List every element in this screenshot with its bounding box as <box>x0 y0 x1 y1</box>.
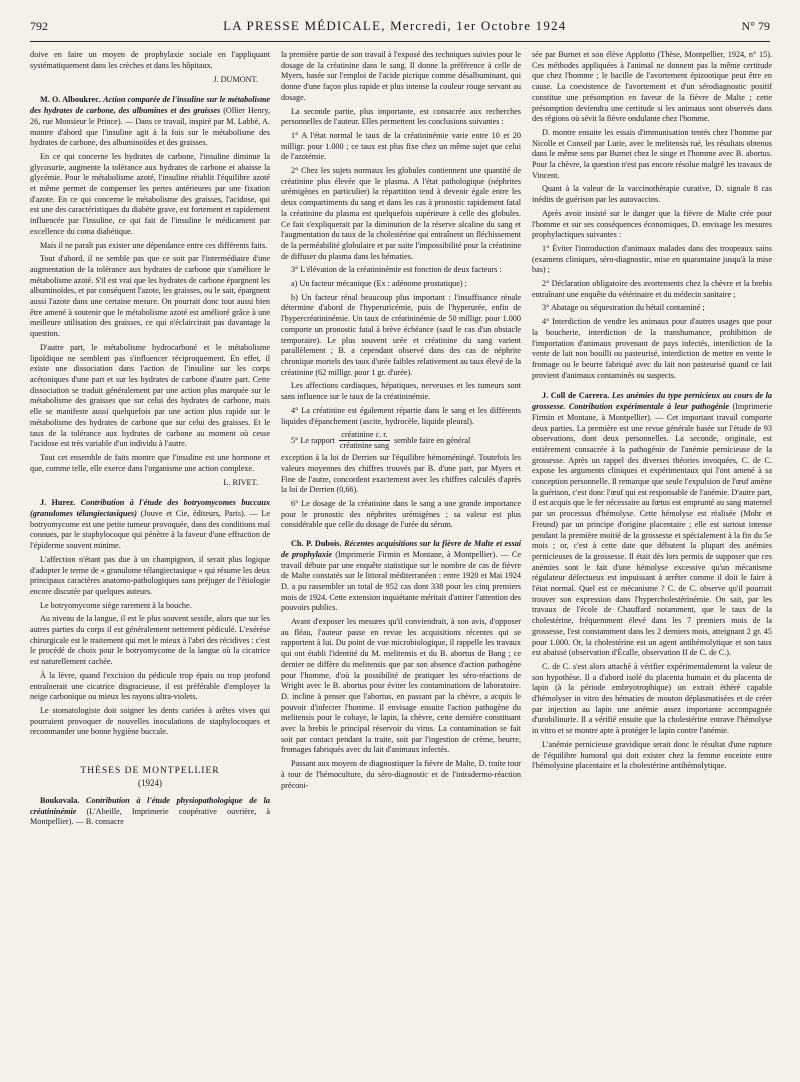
review-title: Récentes acquisitions sur la fièvre de Malte et essai de prophylaxie <box>281 539 521 559</box>
paragraph: D. montre ensuite les essais d'immunisation tentés chez l'homme par Nicolle et Conseil par Lurie, avec le melitensis tué, les résultats obtenus dans le même sens par Burnet chez le singe et l'homme avec B. abortus. Pour la chèvre, la question n'est pas encore résolue malgré les travaux de Vincent. <box>532 127 772 180</box>
formula-suffix: semble faire en général <box>394 435 471 445</box>
signature: J. DUMONT. <box>213 75 258 85</box>
paragraph: Au niveau de la langue, il est le plus souvent sessile, alors que sur les autres parties du corps il est généralement nettement pédiculé. L'exérèse chirurgicale est le traitement qui met le mieux à l'abri des récidives : c'est le procédé de choix pour le botryomycome de la langue où la cicatrice est naturellement cachée. <box>30 614 270 667</box>
review-dubois <box>281 539 521 791</box>
review-publisher: (Ollier Henry, 26, rue Monsieur le Prince). — Dans ce travail, inspiré par M. Labbé, A. montre d'abord que l'insuline agit à la fois sur le métabolisme des hydrates de carbone, des albuminoïdes et des graisses. <box>30 106 270 148</box>
formula-prefix: 5° Le rapport <box>291 435 335 445</box>
review-albouker <box>30 95 270 488</box>
review-heading <box>281 539 521 614</box>
paragraph: D'autre part, le métabolisme hydrocarboné et le métabolisme lipoïdique ne semblent pas s'influencer réciproquement. En effet, il existe une dissociation dans l'action de l'insuline sur les corps acétoniques d'une part et sur les hydrates de carbone d'autre part. Cette dissociation se traduit généralement par une action plus marquée sur le métabolisme des graisses que sur celui des hydrates de carbone, mais elle se manifeste aussi quelquefois par une action plus rapide sur le métabolisme des hydrates de carbone que sur celui des graisses. Et le taux de la tolérance aux hydrates de carbone au moment où cesse l'acidose est très variable d'un individu à l'autre. <box>30 342 270 449</box>
ratio-formula <box>281 430 521 451</box>
page-header <box>30 18 770 40</box>
measure-2: 2° Déclaration obligatoire des avortements chez la chèvre et la brebis entraînant une enquête du vétérinaire et du médecin sanitaire ; <box>532 279 772 299</box>
review-title: Contribution à l'étude des botryomycomes buccaux (granulomes télangiectasiques) <box>30 498 270 519</box>
conclusion-3b: b) Un facteur rénal beaucoup plus important : l'insuffisance rénale détermine d'abord de l'hyperuricémie, puis de l'hyperurée, enfin de l'hypercréatininémie. Un taux de créatininémie de 50 milligr. pour 1.000 comporte un pronostic fatal à brève échéance (sauf le cas d'un obstacle temporaire). Le plus souvent urée et créatinine du sang varient parallèlement ; B. a cependant observé dans des cas de néphrite chronique mortels des taux d'urée faibles relativement au taux élevé de la créatinine (62 milligr. pour 1 gr. d'urée). <box>281 292 521 377</box>
review-author: J. Coll de Carrera. <box>542 391 610 401</box>
section-heading: THÈSES DE MONTPELLIER <box>80 766 220 777</box>
review-author: Ch. P. Dubois. <box>291 539 342 549</box>
journal-title: LA PRESSE MÉDICALE, Mercredi, 1er Octobre 1924 <box>223 18 567 33</box>
text-columns <box>30 50 772 1060</box>
review-heading <box>30 95 270 149</box>
paragraph: En ce qui concerne les hydrates de carbone, l'insuline diminue la glycosurie, augmente la tolérance aux hydrates de carbone et abaisse la glycémie. Pour le métabolisme azoté, l'insuline rétablit l'équilibre azoté et même permet de compenser les pertes antérieures par une fixation d'azote. En ce qui concerne le métabolisme des graisses, l'acidose, qui est une des caractéristiques du diabète grave, est fortement et rapidement influencée par l'insuline, ce qui fait de l'insuline le médicament par excellence du coma diabétique. <box>30 151 270 236</box>
paragraph: L'affection n'étant pas due à un champignon, il serait plus logique d'adopter le terme de « granulome télangiectasique » qui résume les deux principaux caractères anatomo-pathologiques sans préjuger de l'étiologie encore discutée par quelques auteurs. <box>30 554 270 596</box>
measure-3: 3° Abatage ou séquestration du bétail contaminé ; <box>542 303 705 313</box>
fraction-denominator: créatinine sang <box>339 441 390 451</box>
column-2 <box>281 50 521 1060</box>
paragraph: Passant aux moyens de diagnostiquer la fièvre de Malte, D. traite tour à tour de l'hémoculture, du séro-diagnostic et de l'intradermo-réaction préconi- <box>281 759 521 790</box>
paragraph: À la lèvre, quand l'excision du pédicule trop épais ou trop profond entraînerait une cicatrice disgracieuse, il est préférable d'employer la neige carbonique ou mieux les rayons ultra-violets. <box>30 670 270 702</box>
fraction-numerator: créatinine c. r. <box>341 430 388 440</box>
signature: L. RIVET. <box>223 478 258 488</box>
paragraph: doive en faire un moyen de prophylaxie sociale en l'appliquant systématiquement dans les crèches et dans les hôpitaux. <box>30 50 270 70</box>
review-publisher: (Imprimerie Firmin et Montane, à Montpellier). — Cet important travail comporte deux parties. La première est une revue générale basée sur l'étude de 93 observations, dont deux personnelles. La seconde, originale, est entièrement consacrée à la pathogénie de l'anémie pernicieuse de la grossesse. Après un rappel des diverses théories invoquées, C. de C. expose les arguments cliniques et expérimentaux qui l'ont amené à sa conception personnelle. Il remarque que seule l'expulsion de l'œuf amène la guérison, c'est donc l'œuf qui est responsable de l'anémie. D'autre part, il est acquis que le fer nécessaire au fœtus est emprunté au sang maternel par un processus d'hémolyse. Cette hémolyse est réalisée (Mohr et Freund) par un principe d'origine placentaire ; elle est surtout intense pendant la première moitié de la grossesse et spécialement à la fin du 5e mois ; or, c'est à cette date que débutent la plupart des anémies pernicieuses de la grossesse. Il était dès lors permis de supposer que ces anémies sont le fait d'une hémolyse excessive qu'un mécanisme régulateur défectueux est impuissant à arrêter comme il doit le faire à l'état normal. Quel est ce mécanisme ? C. de C. observe qu'il pourrait trouver son expression dans l'hypercholestérinémie. On sait, par les travaux de l'école de Chauffard notamment, que le taux de la cholestérine, fréquemment élevé dans les 7 premiers mois de la grossesse, l'est constamment dans les 2 derniers mois, atteignant 2 gr. 45 pour 1.000. Or, la cholestérine est un agent antihémolytique et son taux est abaissé (observation d'Écalle, observation II de C. de C.). <box>532 402 772 658</box>
section-year: (1924) <box>138 778 162 789</box>
review-publisher: (L'Abeille, Imprimerie coopérative ouvrière, à Montpellier). — B. consacre <box>30 806 270 827</box>
review-heading <box>532 391 772 659</box>
review-boukovala <box>30 796 270 828</box>
measure-1: 1° Éviter l'introduction d'animaux malades dans des troupeaux sains (examens cliniques, séro-diagnostic, mise en quarantaine jusqu'à la mise bas) ; <box>532 243 772 275</box>
review-publisher: (Jouve et Cie, éditeurs, Paris). — Le botryomycome est une petite tumeur provoquée, dans des conditions mal connues, par le staphylocoque qui pénètre à la faveur d'une effraction de l'épiderme souvent minime. <box>30 509 270 551</box>
review-heading <box>30 796 270 828</box>
paragraph: Le stomatologiste doit soigner les dents cariées à arêtes vives qui pourraient provoquer de nouvelles inoculations de staphylocoques et recommander une bonne hygiène buccale. <box>30 705 270 737</box>
header-rule <box>30 41 770 42</box>
paragraph: Quant à la valeur de la vaccinothérapie curative, D. signale 8 cas inédits de guérison par les autovaccins. <box>532 184 772 205</box>
review-publisher: (Imprimerie Firmin et Montane, à Montpellier). — Ce travail débute par une enquête statistique sur le nombre de cas de fièvre de Malte constatés sur le littoral méditerranéen : entre 1920 et Mai 1924 D. a pu rassembler un total de 952 cas dont 338 pour les cinq premiers mois de 1924. Cette extension inquiétante méritait d'attirer l'attention des pouvoirs publics. <box>281 549 521 613</box>
conclusion-3c: Les affections cardiaques, hépatiques, nerveuses et les tumeurs sont sans influence sur le taux de la créatininémie. <box>281 381 521 402</box>
review-heading <box>30 498 270 552</box>
review-title: Action comparée de l'insuline sur le métabolisme des hydrates de carbone, des albumines et des graisses <box>30 95 270 116</box>
review-author: J. Hurez. <box>40 498 76 508</box>
fraction <box>338 430 391 451</box>
review-hurez <box>30 498 270 738</box>
paragraph: Après avoir insisté sur le danger que la fièvre de Malte crée pour l'homme et sur ses conséquences économiques, D. envisage les mesures prophylactiques suivantes : <box>532 208 772 240</box>
review-coll-de-carrera <box>532 391 772 772</box>
page-number: 792 <box>30 19 48 33</box>
paragraph: sée par Burnet et son élève Applotto (Thèse, Montpellier, 1924, n° 15). Ces méthodes appliquées à l'animal ne donnent pas la même certitude que chez l'homme ; le bacille de l'avortement épizootique peut être en cause. La coexistence de l'avortement et d'un sérodiagnostic positif constitue une présomption en faveur de la fièvre de Malte ; cette présomption deviendra une certitude si les animaux sont observés dans des régions où sévit la fièvre ondulante chez l'homme. <box>532 50 772 124</box>
paragraph: L'anémie pernicieuse gravidique serait donc le résultat d'une rupture de l'équilibre humoral qui doit exister chez la femme enceinte entre l'hémolysine placentaire et la cholestérine antihémolytique. <box>532 739 772 771</box>
conclusion-2: 2° Chez les sujets normaux les globules contiennent une quantité de créatinine plus élevée que le plasma. A l'état pathologique (néphrites urémigènes en particulier) la répartition tend à devenir égale entre les deux compartiments du sang et dans les cas à pronostic rapidement fatal la créatinine du plasma est quelquefois supérieure à celle des globules. Ce fait s'expliquerait par la diminution de la réserve alcaline du sang et l'augmentation du taux de la cholestérine qui entraînent un fléchissement de la perméabilité globulaire et par suite l'impossibilité pour la créatinine de diffuser du plasma dans les hématies. <box>281 166 521 261</box>
review-title: Les anémies du type pernicieux au cours de la grossesse. Contribution expérimentale à leur pathogénie <box>532 391 772 412</box>
paragraph: Tout d'abord, il ne semble pas que ce soit par l'intermédiaire d'une augmentation de la tolérance aux hydrates de carbone que s'améliore le métabolisme azoté. S'il est vrai que les hydrates de carbone épargnent les albuminoïdes, et par conséquent l'azote, les graisses, ou le sait, épargnent aussi l'azote dans une certaine mesure. On pourrait donc tout aussi bien être amené à soutenir que le métabolisme azoté est amélioré grâce à une meilleure utilisation des graisses, ce qui n'éclaircirait pas davantage la question. <box>30 254 270 339</box>
review-title: Contribution à l'étude physiopathologique de la créatininémie <box>30 796 270 816</box>
review-author: Boukovala. <box>40 796 80 806</box>
paragraph: la première partie de son travail à l'exposé des techniques suivies pour le dosage de la créatinine dans le sang. Il donne la préférence à celle de Myers, basée sur l'emploi de l'acide picrique comme désalbuminant, qui donne d'une façon plus rapide et plus intense la couleur rouge servant au dosage. <box>281 50 521 102</box>
measure-4: 4° Interdiction de vendre les animaux pour d'autres usages que pour la boucherie, interdiction de la transhumance, prohibition de l'importation d'animaux provenant de pays infectés, interdiction de la vente de lait non bouilli ou pasteurisé, interdiction de mettre en vente le fromage ou le beurre fabriqué avec du lait non pasteurisé quand ce lait provient d'animaux contaminés ou suspects. <box>532 317 772 380</box>
column-3 <box>532 50 772 1060</box>
conclusion-5: exception à la loi de Derrien sur l'équilibre hémoméningé. Toutefois les valeurs moyennes des chiffres trouvés par B. d'une part, par Myers et Fine de l'autre, concordent exactement avec les chiffres calculés d'après la loi de Derrien (0,66). <box>281 453 521 495</box>
conclusion-3a: a) Un facteur mécanique (Ex : adénome prostatique) ; <box>291 279 467 289</box>
review-author: M. O. Alboukrec. <box>40 95 101 105</box>
paragraph: Tout cet ensemble de faits montre que l'insuline est une hormone et que, comme telle, elle exerce dans l'organisme une action complexe. <box>30 452 270 473</box>
conclusion-6: 6° Le dosage de la créatinine dans le sang a une grande importance pour le pronostic des néphrites urémigènes ; sa valeur est plus considérable que celle du dosage de l'urée du sérum. <box>281 499 521 530</box>
conclusion-4: 4° La créatinine est également répartie dans le sang et les différents liquides d'épanchement (ascite, hydrocèle, liquide pleural). <box>281 405 521 426</box>
paragraph: Le botryomycome siège rarement à la bouche. <box>40 600 192 610</box>
conclusion-3: 3° L'élévation de la créatininémie est fonction de deux facteurs : <box>291 265 502 275</box>
column-1 <box>30 50 270 1060</box>
paragraph: Mais il ne paraît pas exister une dépendance entre ces différents faits. <box>40 240 268 250</box>
paragraph: C. de C. s'est alors attaché à vérifier expérimentalement la valeur de son hypothèse. Il a d'abord isolé du placenta humain et du placenta de lapin (à la période embryotrophique) un extrait éthéré capable d'hémolyser in vitro des hématies de mouton déplasmatisées et de créer par injection au lapin une anémie assez importante accompagnée d'urobilinurie. Il a vérifié ensuite que la cholestérine entrave l'hémolyse in vitro et se montre apte à protéger le lapin contre l'anémie. <box>532 661 772 736</box>
issue-number: N° 79 <box>741 19 770 33</box>
conclusion-1: 1° A l'état normal le taux de la créatininémie varie entre 10 et 20 milligr. pour 1.000 ; ce taux est plus fixe chez un même sujet que celui de l'azotémie. <box>281 130 521 162</box>
paragraph: Avant d'exposer les mesures qu'il conviendrait, à son avis, d'opposer au fléau, l'auteur passe en revue les acquisitions récentes qui se rapportent à lui. Du point de vue microbiologique, il rappelle les travaux qui ont établi l'identité du M. melitensis et du B. abortus de Bang ; ce dernier ne diffère du melitensis que par son absence d'action pathogène pour l'homme, d'où la possibilité de pratiquer les séro-réactions de Wright avec le B. abortus pour éviter les contaminations de laboratoire. D. incline à penser que l'abortus, en passant par la chèvre, a acquis le pouvoir d'infecter l'homme. Il envisage ensuite l'action pathogène du melitensis pour le cobaye, le lapin, la chèvre, cette dernière constituant avec la brebis le principal réservoir du virus. La contamination se fait soit par contact pendant la traite, soit par l'ingestion de crème, beurre, fromages fabriqués avec du lait d'animaux infectés. <box>281 617 521 755</box>
paragraph: La seconde partie, plus importante, est consacrée aux recherches personnelles de l'auteur. Elles permettent les conclusions suivantes : <box>281 106 521 127</box>
